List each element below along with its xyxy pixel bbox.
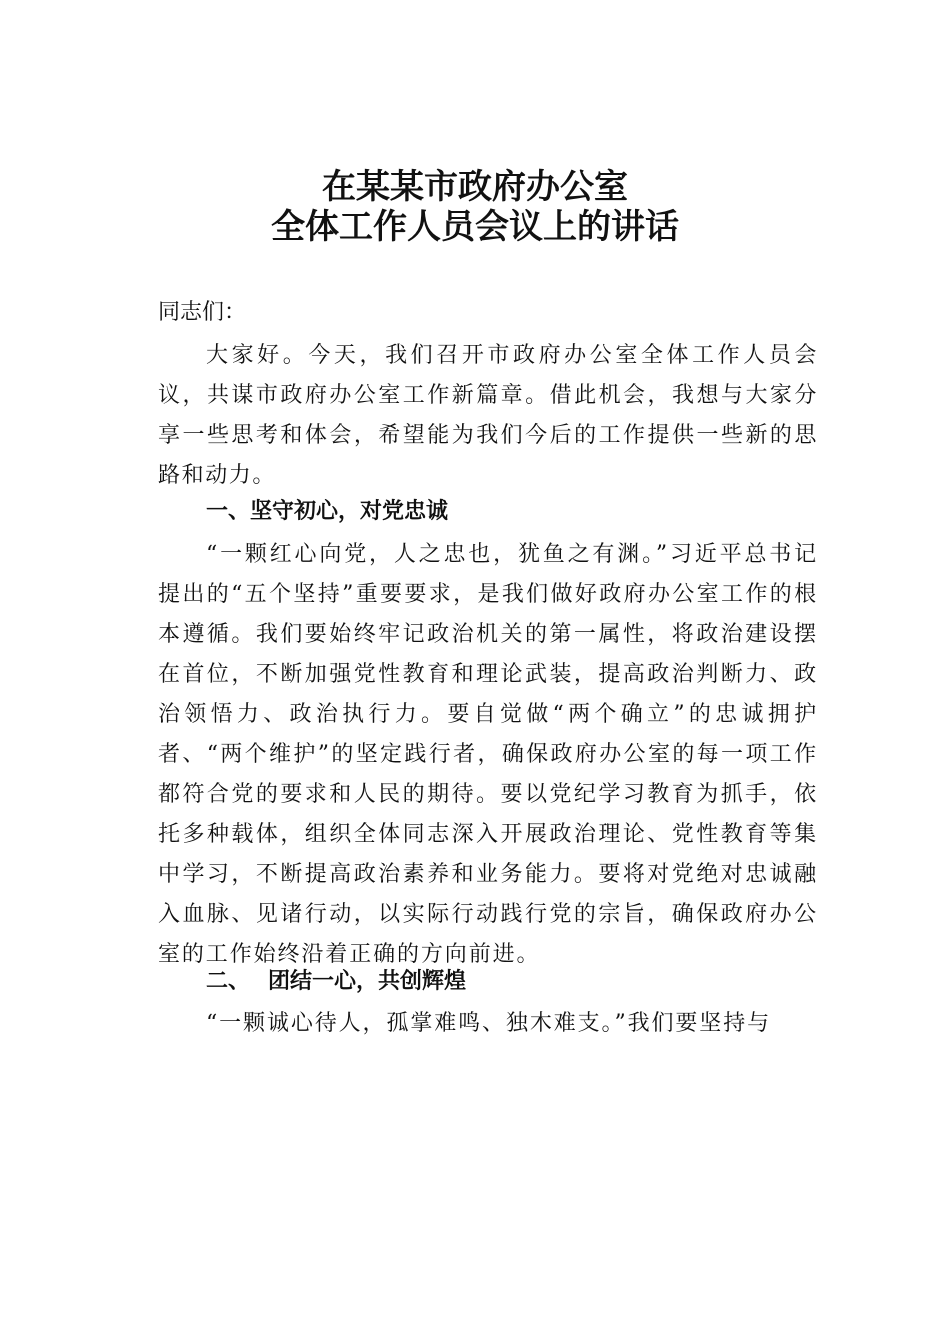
section-paragraph-2: “一颗诚心待人，孤掌难鸣、独木难支。”我们要坚持与: [206, 1011, 771, 1036]
opening-paragraph: 大家好。今天，我们召开市政府办公室全体工作人员会议，共谋市政府办公室工作新篇章。借此机会，我想与大家分享一些思考和体会，希望能为我们今后的工作提供一些新的思路和动力。: [158, 343, 818, 488]
section-heading-text-1: 坚守初心，对党忠诚: [250, 499, 449, 524]
document-title-line-1: 在某某市政府办公室: [322, 167, 628, 207]
section-paragraph-1: “一颗红心向党，人之忠也，犹鱼之有渊。”习近平总书记提出的“五个坚持”重要要求，是我们做好政府办公室工作的根本遵循。我们要始终牢记政治机关的第一属性，将政治建设摆在首位，不断加强党性教育和理论武装，提高政治判断力、政治领悟力、政治执行力。要自觉做“两个确立”的忠诚拥护者、“两个维护”的坚定践行者，确保政府办公室的每一项工作都符合党的要求和人民的期待。要以党纪学习教育为抓手，依托多种载体，组织全体同志深入开展政治理论、党性教育等集中学习，不断提高政治素养和业务能力。要将对党绝对忠诚融入血脉、见诸行动，以实际行动践行党的宗旨，确保政府办公室的工作始终沿着正确的方向前进。: [158, 542, 818, 967]
section-heading-2: [206, 966, 466, 998]
section-heading-1: [206, 496, 448, 528]
section-number-2: 二、: [206, 969, 251, 994]
document-title-line-2: 全体工作人员会议上的讲话: [271, 207, 679, 247]
section-number-1: 一、: [206, 499, 251, 524]
salutation: 同志们：: [158, 300, 247, 325]
section-heading-text-2: 团结一心，共创辉煌: [268, 969, 467, 994]
